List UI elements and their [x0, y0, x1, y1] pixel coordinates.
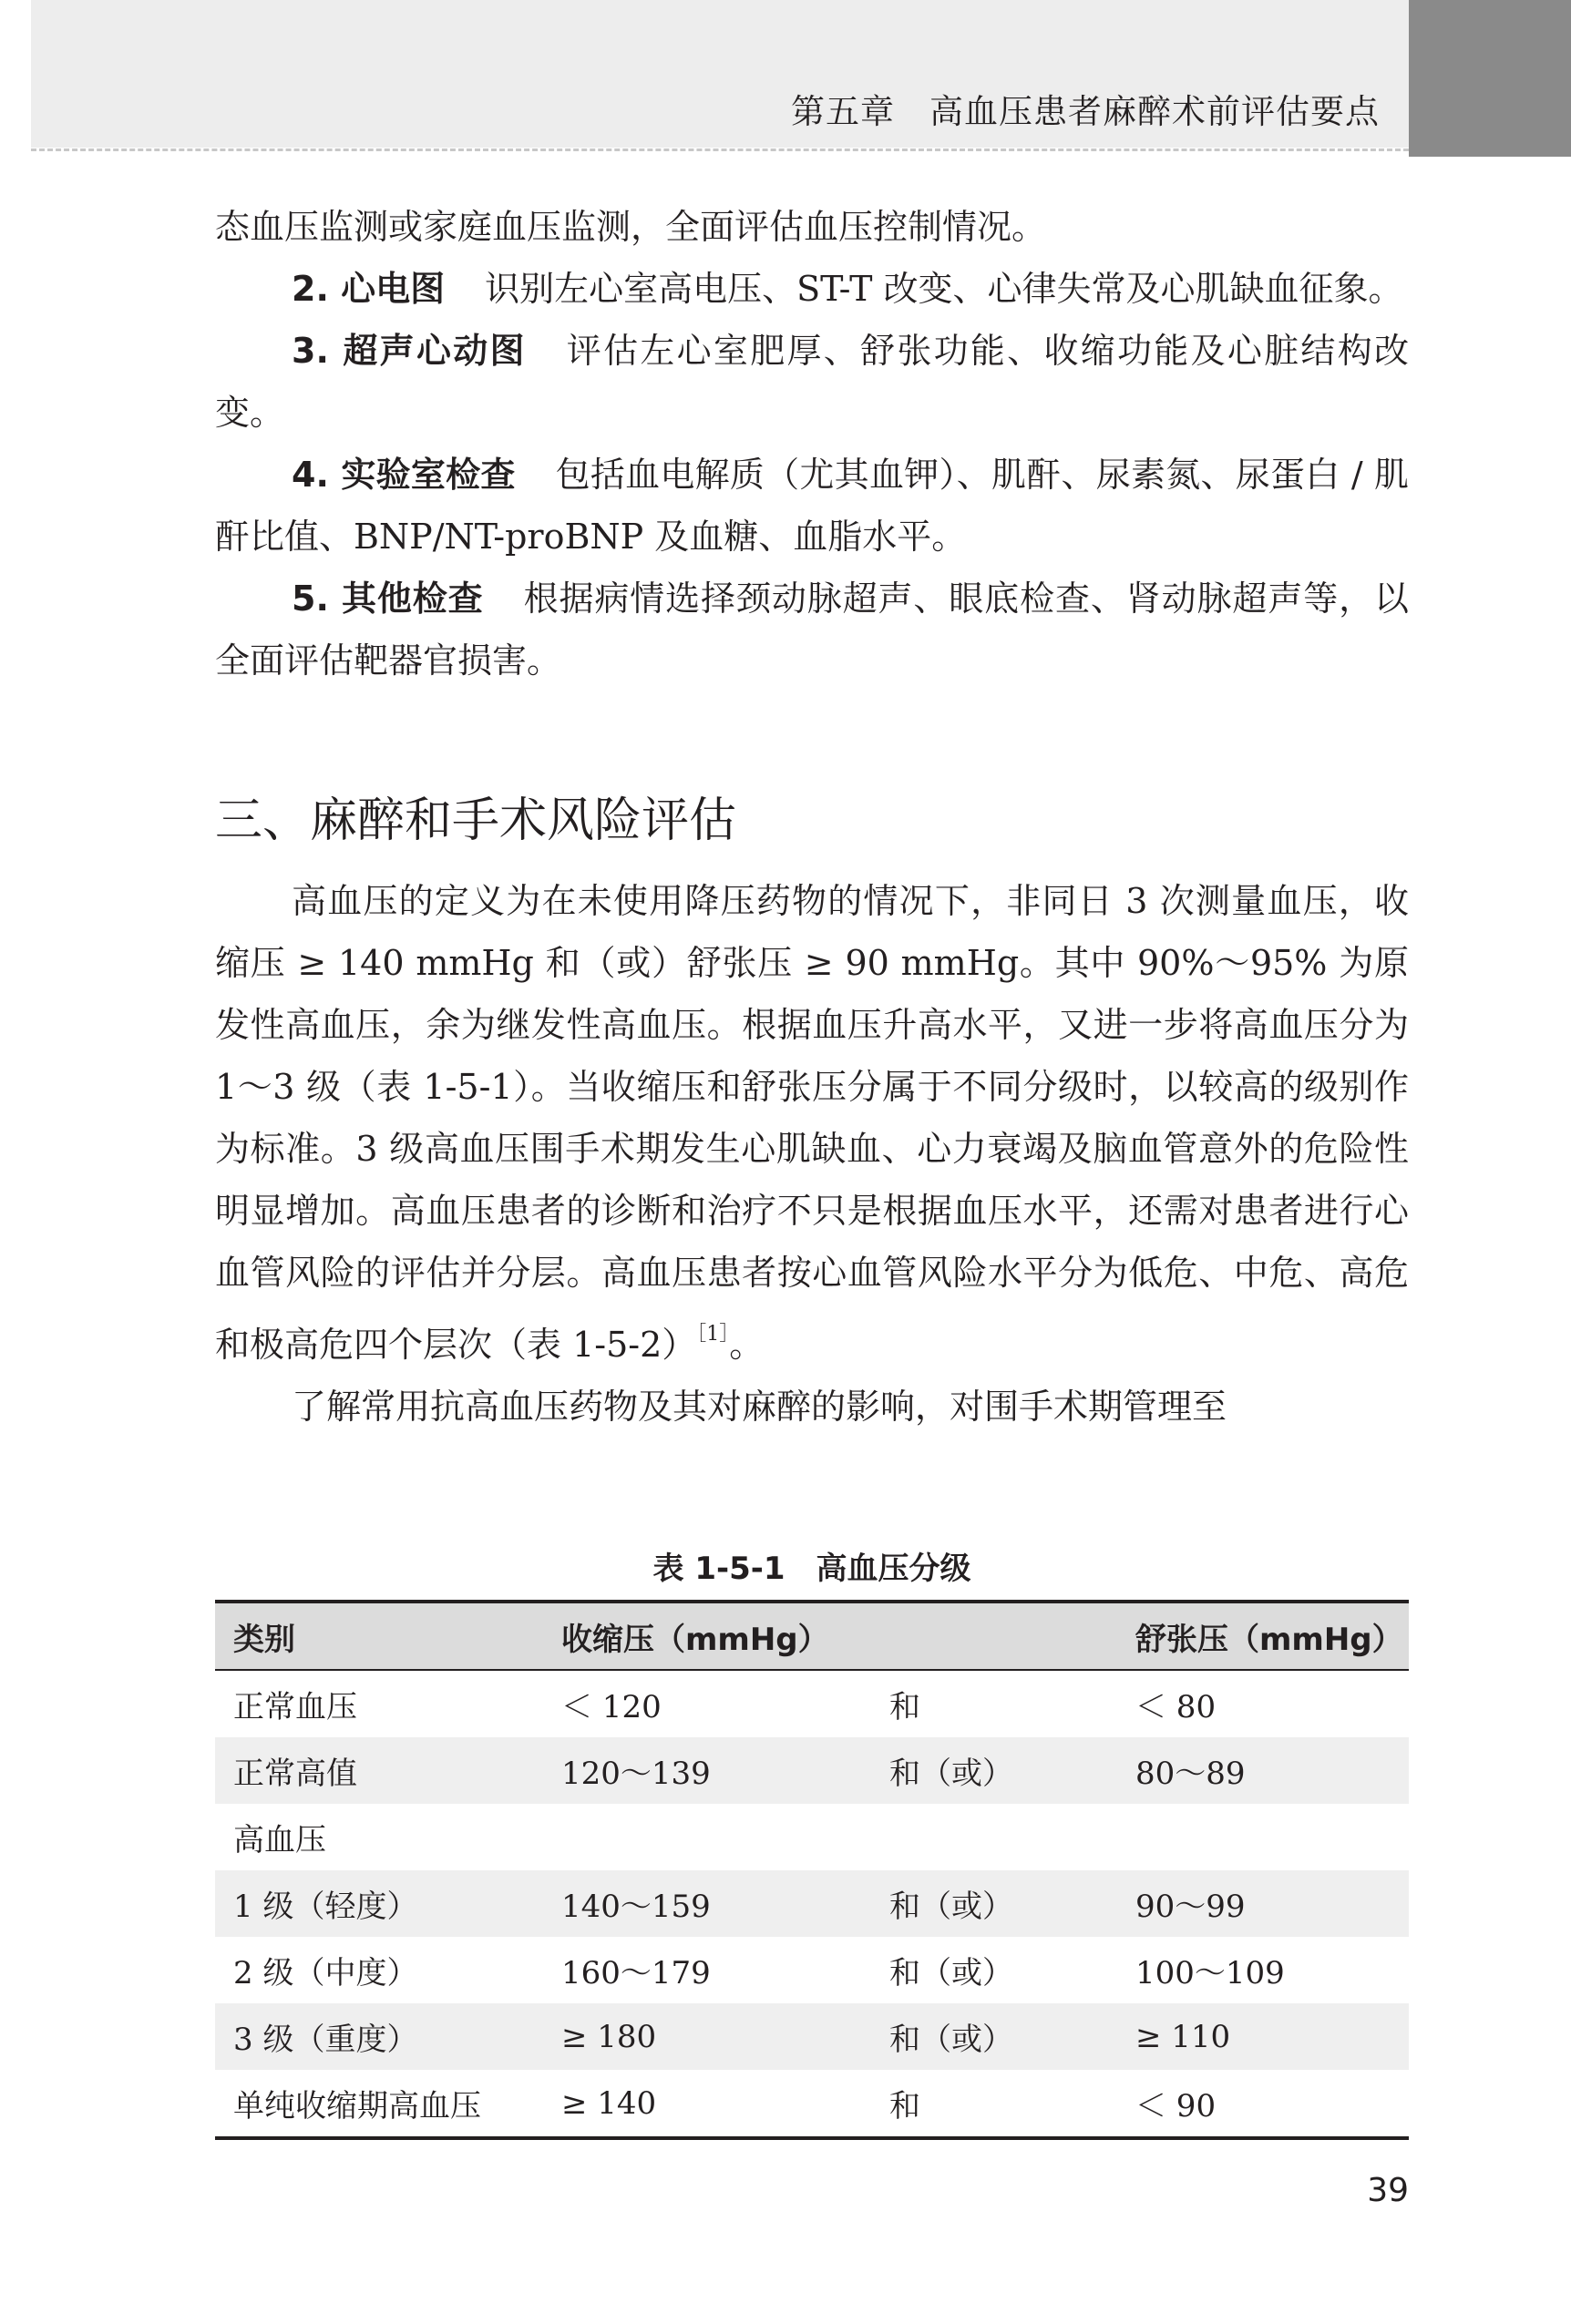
paragraph-text: 态血压监测或家庭血压监测，全面评估血压控制情况。 — [215, 207, 1047, 247]
table-caption: 表 1-5-1 高血压分级 — [652, 1551, 971, 1587]
paragraph-lead: 2. 心电图 — [292, 269, 446, 309]
cell-diastolic — [1117, 1804, 1409, 1870]
cell-conjunction: 和 — [889, 1689, 920, 1725]
section-heading: 三、麻醉和手术风险评估 — [215, 793, 737, 848]
table-row — [215, 1870, 1409, 1937]
paragraph-text: 包括血电解质（尤其血钾）、肌酐、尿素氮、尿蛋白 / 肌酐比值、BNP/NT-proBNP 及血糖、血脂水平。 — [215, 455, 1409, 557]
paragraph-lead: 3. 超声心动图 — [292, 331, 527, 371]
bp-classification-table — [215, 1600, 1409, 2140]
table-row — [215, 1804, 1409, 1870]
paragraph-continuation — [215, 196, 1409, 258]
cell-category: 单纯收缩期高血压 — [215, 2070, 543, 2138]
cell-conjunction: 和（或） — [889, 1955, 1013, 1991]
header-divider — [31, 148, 1409, 151]
table-row — [215, 1670, 1409, 1737]
cell-diastolic: ≥ 110 — [1117, 2003, 1409, 2070]
cell-diastolic: 80～89 — [1117, 1737, 1409, 1804]
paragraph-drugs — [215, 1376, 1409, 1438]
cell-conjunction: 和（或） — [871, 1870, 1117, 1937]
paragraph-text: 高血压的定义为在未使用降压药物的情况下，非同日 3 次测量血压，收缩压 ≥ 140 mmHg 和（或）舒张压 ≥ 90 mmHg。其中 90%～95% 为原发性高血压，余为继发性高血压。根据血压升高水平，又进一步将高血压分为 1～3 级（表 1-5-1）。当收缩压和舒张压分属于不同分级时，以较高的级别作为标准。3 级高血压围手术期发生心肌缺血、心力衰竭及脑血管意外的危险性明显增加。高血压患者的诊断和治疗不只是根据血压水平，还需对患者进行心血管风险的评估并分层。高血压患者按心血管风险水平分为低危、中危、高危和极高危四个层次（表 1-5-2） — [215, 881, 1409, 1365]
paragraph-ecg — [215, 258, 1409, 320]
header-diastolic: 舒张压（mmHg） — [1117, 1602, 1409, 1670]
body-text-top — [215, 196, 1409, 691]
cell-systolic: 160～179 — [561, 1955, 711, 1991]
header-systolic: 收缩压（mmHg） — [543, 1602, 871, 1670]
table-row — [215, 2070, 1409, 2138]
paragraph-definition — [215, 870, 1409, 1376]
paragraph-other — [215, 568, 1409, 691]
cell-conjunction: 和 — [871, 2070, 1117, 2138]
table-row — [215, 1737, 1409, 1804]
paragraph-lead: 5. 其他检查 — [292, 578, 484, 619]
cell-conjunction — [871, 1804, 1117, 1870]
paragraph-end: 。 — [729, 1325, 765, 1365]
cell-systolic: 140～159 — [543, 1870, 871, 1937]
cell-diastolic: 90～99 — [1117, 1870, 1409, 1937]
cell-category: 正常血压 — [233, 1689, 357, 1725]
cell-conjunction: 和（或） — [871, 2003, 1117, 2070]
cell-category: 3 级（重度） — [215, 2003, 543, 2070]
table-header-row — [215, 1602, 1409, 1670]
cell-category: 2 级（中度） — [233, 1955, 418, 1991]
paragraph-lab — [215, 444, 1409, 568]
cell-systolic: ＜ 120 — [561, 1689, 662, 1725]
cell-category: 1 级（轻度） — [215, 1870, 543, 1937]
paragraph-lead: 4. 实验室检查 — [292, 455, 516, 495]
running-header: 第五章 高血压患者麻醉术前评估要点 — [791, 92, 1380, 131]
cell-diastolic: 100～109 — [1135, 1955, 1285, 1991]
cell-conjunction: 和（或） — [871, 1737, 1117, 1804]
paragraph-text: 了解常用抗高血压药物及其对麻醉的影响，对围手术期管理至 — [292, 1387, 1227, 1427]
cell-systolic: ≥ 140 — [543, 2070, 871, 2138]
paragraph-text: 识别左心室高电压、ST-T 改变、心律失常及心肌缺血征象。 — [485, 269, 1403, 309]
page-number: 39 — [1367, 2172, 1409, 2209]
body-text-section — [215, 870, 1409, 1438]
chapter-tab — [1409, 0, 1571, 157]
cell-diastolic: ＜ 90 — [1117, 2070, 1409, 2138]
header-category: 类别 — [215, 1602, 543, 1670]
cell-diastolic: ＜ 80 — [1135, 1689, 1217, 1725]
cell-systolic: ≥ 180 — [543, 2003, 871, 2070]
paragraph-text: 根据病情选择颈动脉超声、眼底检查、肾动脉超声等，以全面评估靶器官损害。 — [215, 578, 1409, 681]
header-conjunction — [871, 1602, 1117, 1670]
paragraph-echo — [215, 320, 1409, 444]
cell-systolic: 120～139 — [543, 1737, 871, 1804]
cell-systolic — [543, 1804, 871, 1870]
paragraph-text: 评估左心室肥厚、舒张功能、收缩功能及心脏结构改变。 — [215, 331, 1409, 433]
cell-category: 正常高值 — [215, 1737, 543, 1804]
cell-category: 高血压 — [233, 1822, 326, 1858]
table-row — [215, 2003, 1409, 2070]
citation-ref: ［1］ — [696, 1323, 730, 1346]
table-row — [215, 1937, 1409, 2003]
